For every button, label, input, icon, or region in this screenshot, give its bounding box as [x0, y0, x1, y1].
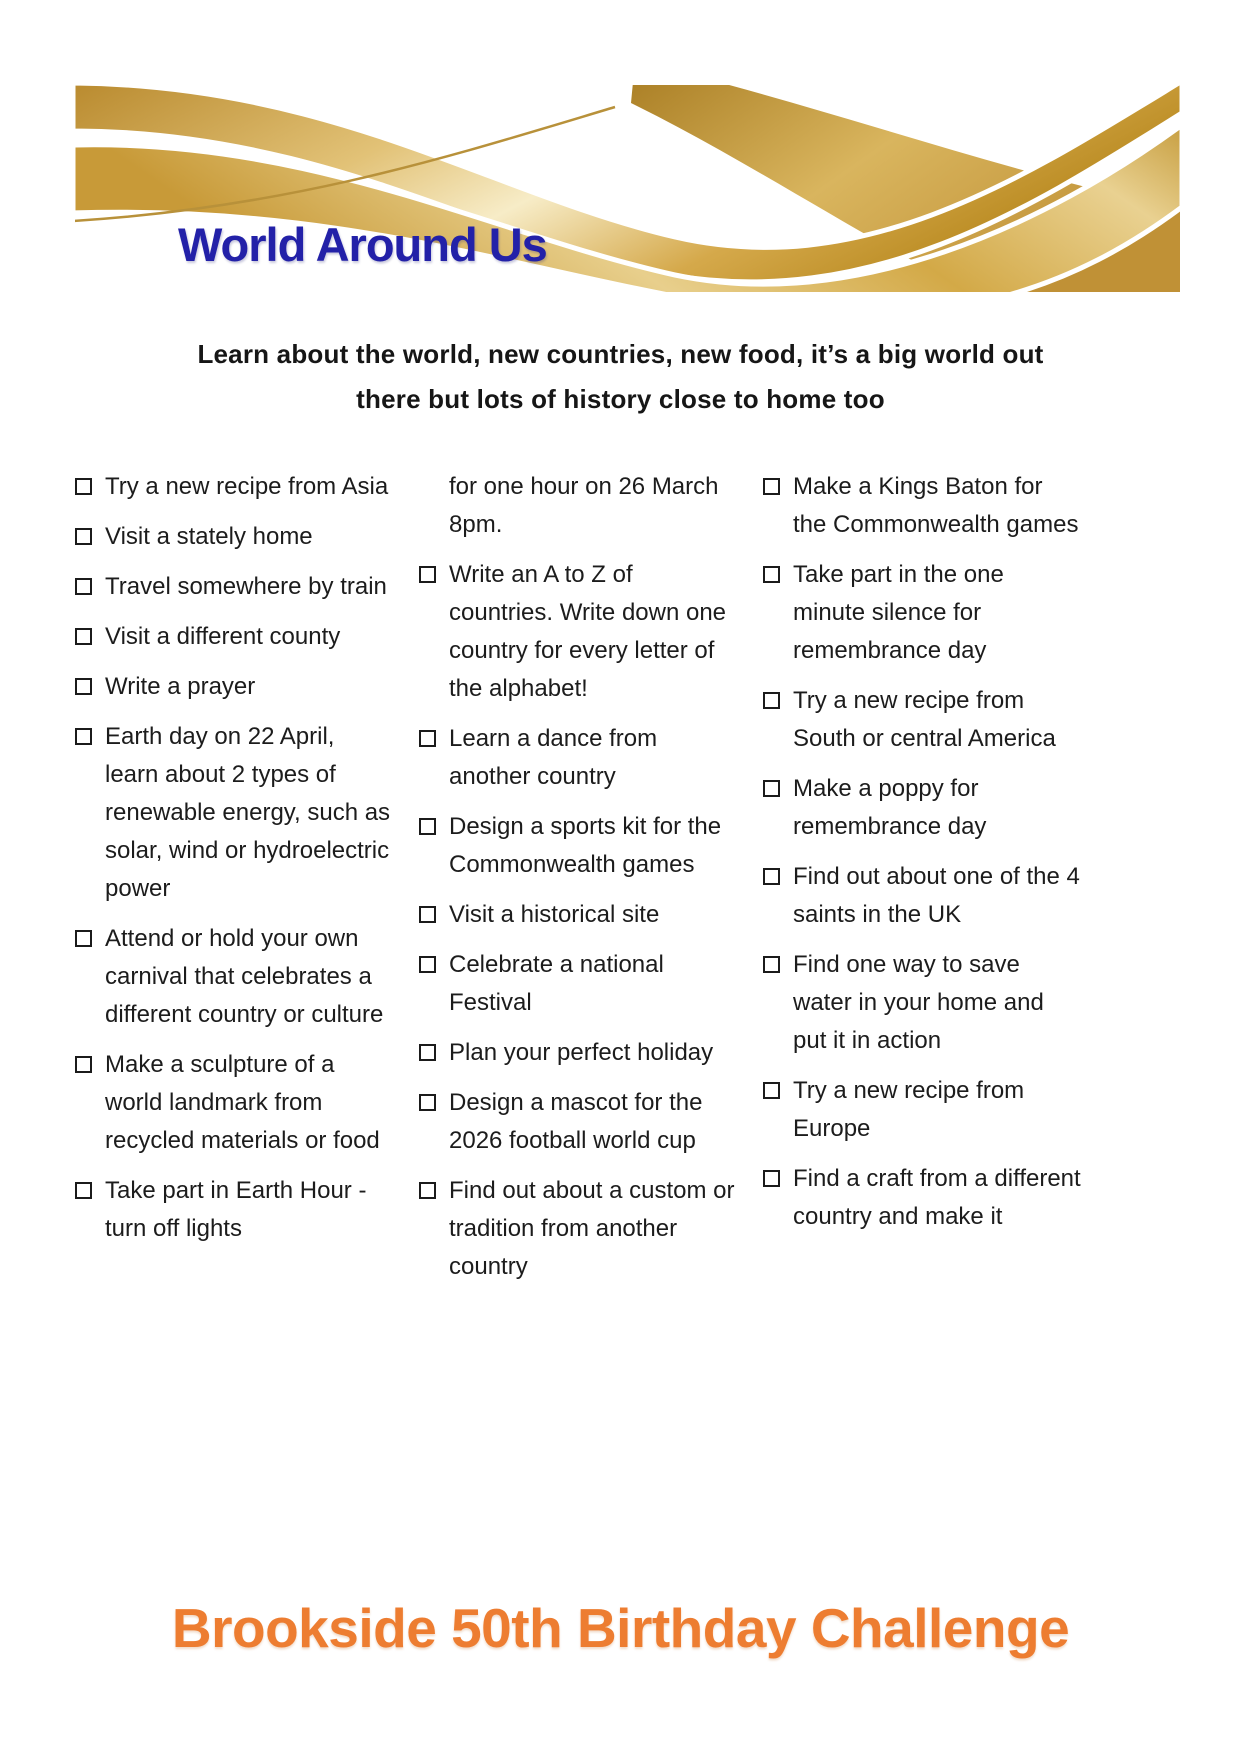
intro-line-1: Learn about the world, new countries, new food, it’s a big world out — [197, 339, 1044, 369]
checklist-item — [75, 618, 393, 656]
checklist-item — [75, 568, 393, 606]
checklist-item — [75, 1046, 393, 1160]
checkbox-icon[interactable] — [763, 478, 780, 495]
checklist-column-2 — [419, 468, 737, 1298]
checkbox-icon[interactable] — [419, 566, 436, 583]
checklist-item — [419, 1034, 737, 1072]
checkbox-icon[interactable] — [75, 628, 92, 645]
checklist-item-text: Visit a different county — [105, 623, 341, 650]
checklist — [75, 468, 1085, 1298]
checklist-item-text: Visit a historical site — [449, 901, 660, 928]
checkbox-icon[interactable] — [419, 906, 436, 923]
checkbox-icon[interactable] — [75, 528, 92, 545]
footer-title: Brookside 50th Birthday Challenge — [171, 1597, 1070, 1659]
checklist-item — [763, 1160, 1081, 1236]
checkbox-icon[interactable] — [75, 678, 92, 695]
checklist-item-text: Try a new recipe from Europe — [793, 1077, 1025, 1142]
checklist-item — [75, 1172, 393, 1248]
checkbox-icon[interactable] — [763, 1170, 780, 1187]
checklist-item — [763, 682, 1081, 758]
checklist-item — [419, 808, 737, 884]
checkbox-icon[interactable] — [75, 1182, 92, 1199]
page-title: World Around Us — [178, 218, 547, 271]
checklist-item-text: Take part in the one minute silence for remembrance day — [793, 561, 1004, 664]
checklist-item-text: for one hour on 26 March 8pm. — [449, 473, 719, 538]
checklist-item — [75, 668, 393, 706]
checklist-item-text: Plan your perfect holiday — [449, 1039, 714, 1066]
checklist-item-text: Write a prayer — [105, 673, 256, 700]
checklist-item-text: Find out about a custom or tradition from another country — [449, 1177, 735, 1280]
checklist-item-text: Find out about one of the 4 saints in the UK — [793, 863, 1080, 928]
checklist-item-text: Write an A to Z of countries. Write down one country for every letter of the alphabet! — [449, 561, 727, 702]
checkbox-icon[interactable] — [419, 730, 436, 747]
checkbox-icon[interactable] — [763, 956, 780, 973]
checklist-item-continuation — [419, 468, 737, 544]
checkbox-icon[interactable] — [75, 930, 92, 947]
checkbox-icon[interactable] — [75, 478, 92, 495]
checklist-item-text: Make a sculpture of a world landmark from recycled materials or food — [105, 1051, 380, 1154]
checklist-item-text: Attend or hold your own carnival that celebrates a different country or culture — [105, 925, 384, 1028]
checklist-item-text: Make a Kings Baton for the Commonwealth games — [793, 473, 1079, 538]
checkbox-icon[interactable] — [419, 818, 436, 835]
intro-text — [0, 332, 1241, 422]
checklist-item-text: Design a sports kit for the Commonwealth games — [449, 813, 722, 878]
checklist-item — [763, 1072, 1081, 1148]
checklist-item-text: Celebrate a national Festival — [449, 951, 664, 1016]
checklist-item-text: Visit a stately home — [105, 523, 313, 550]
checklist-item-text: Design a mascot for the 2026 football world cup — [449, 1089, 703, 1154]
checklist-item-text: Take part in Earth Hour - turn off lights — [105, 1177, 367, 1242]
checklist-item — [763, 556, 1081, 670]
checkbox-icon[interactable] — [75, 1056, 92, 1073]
checkbox-icon[interactable] — [763, 692, 780, 709]
checklist-item — [419, 1172, 737, 1286]
checklist-item-text: Travel somewhere by train — [105, 573, 387, 600]
checklist-item — [763, 946, 1081, 1060]
checklist-item — [419, 946, 737, 1022]
checklist-column-1 — [75, 468, 393, 1298]
checkbox-icon[interactable] — [75, 578, 92, 595]
checklist-item — [763, 468, 1081, 544]
checkbox-icon[interactable] — [419, 1094, 436, 1111]
checklist-item — [75, 468, 393, 506]
checklist-item — [419, 556, 737, 708]
checklist-item-text: Find a craft from a different country and make it — [793, 1165, 1081, 1230]
checklist-item — [763, 770, 1081, 846]
checklist-item-text: Make a poppy for remembrance day — [793, 775, 987, 840]
checkbox-icon[interactable] — [763, 566, 780, 583]
checkbox-icon[interactable] — [419, 956, 436, 973]
checklist-item — [75, 920, 393, 1034]
checklist-column-3 — [763, 468, 1081, 1298]
checklist-item-text: Try a new recipe from South or central America — [793, 687, 1056, 752]
checklist-item-text: Find one way to save water in your home and put it in action — [793, 951, 1044, 1054]
checkbox-icon[interactable] — [75, 728, 92, 745]
checkbox-icon[interactable] — [419, 1044, 436, 1061]
checklist-item-text: Earth day on 22 April, learn about 2 types of renewable energy, such as solar, wind or hydroelectric power — [105, 723, 391, 902]
checkbox-icon[interactable] — [419, 1182, 436, 1199]
checkbox-icon[interactable] — [763, 868, 780, 885]
gold-wave-banner — [75, 85, 1180, 292]
checklist-item-text: Learn a dance from another country — [449, 725, 658, 790]
checklist-item-text: Try a new recipe from Asia — [105, 473, 389, 500]
intro-line-2: there but lots of history close to home too — [356, 384, 885, 414]
checklist-item — [419, 720, 737, 796]
checklist-item — [419, 1084, 737, 1160]
checkbox-icon[interactable] — [763, 1082, 780, 1099]
checklist-item — [75, 718, 393, 908]
checkbox-icon[interactable] — [763, 780, 780, 797]
checklist-item — [419, 896, 737, 934]
checklist-item — [75, 518, 393, 556]
checklist-item — [763, 858, 1081, 934]
